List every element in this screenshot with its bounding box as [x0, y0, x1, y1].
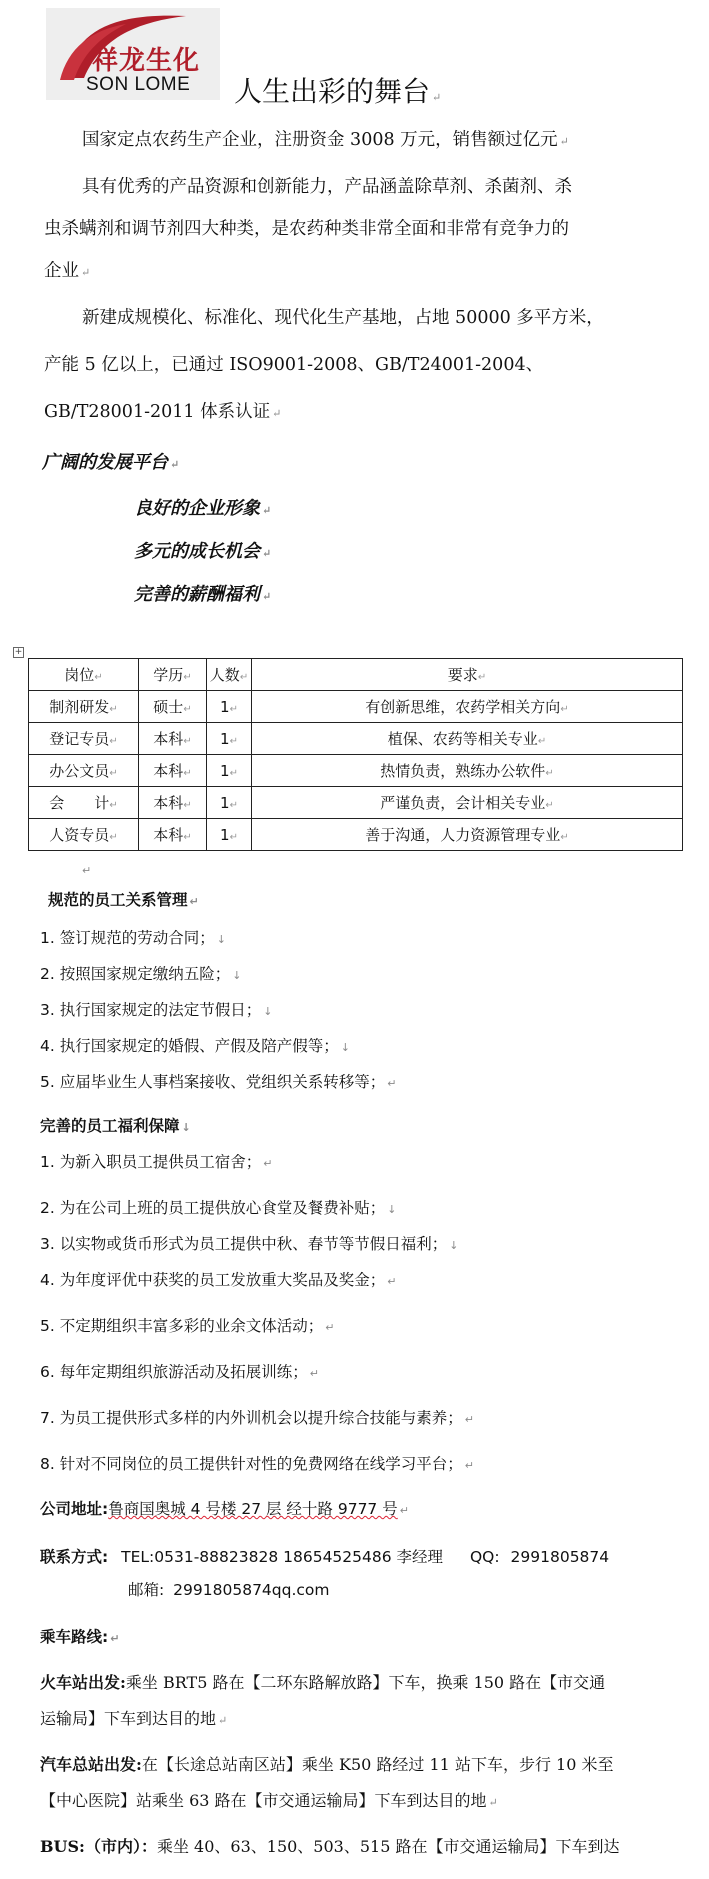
table-row: [29, 787, 683, 819]
table-row: [29, 691, 683, 723]
email-label: 邮箱:: [128, 1581, 165, 1599]
table-cell: 1↵: [207, 819, 252, 851]
list-item: 4. 执行国家规定的婚假、产假及陪产假等； ↓: [40, 1037, 350, 1055]
train-route-line-1: 火车站出发:乘坐 BRT5 路在【二环东路解放路】下车，换乘 150 路在【市交通: [40, 1673, 606, 1692]
table-cell: 严谨负责，会计相关专业↵: [252, 787, 683, 819]
section-title-welfare: 完善的员工福利保障 ↓: [40, 1117, 191, 1135]
intro-paragraph-3-line-1: 新建成规模化、标准化、现代化生产基地，占地 50000 多平方米，: [82, 308, 604, 328]
page-headline: 人生出彩的舞台 ↵: [234, 75, 442, 108]
train-route-line-2: 运输局】下车到达目的地 ↵: [40, 1709, 228, 1728]
list-item: 7. 为员工提供形式多样的内外训机会以提升综合技能与素养； ↵: [40, 1409, 474, 1427]
table-cell: 植保、农药等相关专业↵: [252, 723, 683, 755]
contact-label: 联系方式:: [40, 1548, 109, 1566]
bus-label: 汽车总站出发:: [40, 1755, 142, 1774]
email-line: [128, 1578, 330, 1600]
slogan-main: 广阔的发展平台 ↵: [42, 452, 180, 473]
contact-line: [40, 1545, 609, 1567]
table-cell: 善于沟通，人力资源管理专业↵: [252, 819, 683, 851]
list-item: 3. 以实物或货币形式为员工提供中秋、春节等节假日福利； ↓: [40, 1235, 459, 1253]
slogan-item: 多元的成长机会 ↵: [134, 541, 272, 562]
table-header: 岗位↵: [29, 659, 139, 691]
list-item: 2. 按照国家规定缴纳五险； ↓: [40, 965, 242, 983]
list-item: 1. 为新入职员工提供员工宿舍； ↵: [40, 1153, 273, 1171]
qq-value: 2991805874: [510, 1548, 610, 1566]
list-item: 5. 应届毕业生人事档案接收、党组织关系转移等； ↵: [40, 1073, 397, 1091]
intro-paragraph-3-line-2: 产能 5 亿以上，已通过 ISO9001-2008、GB/T24001-2004、: [44, 355, 544, 375]
table-row: [29, 819, 683, 851]
logo-chinese-text: 祥龙生化: [92, 46, 201, 76]
table-cell: 会 计↵: [29, 787, 139, 819]
table-row: [29, 755, 683, 787]
list-item: 4. 为年度评优中获奖的员工发放重大奖品及奖金； ↵: [40, 1271, 397, 1289]
list-item: 5. 不定期组织丰富多彩的业余文体活动； ↵: [40, 1317, 335, 1335]
train-label: 火车站出发:: [40, 1673, 126, 1692]
table-cell: 本科↵: [139, 787, 207, 819]
list-item: 1. 签订规范的劳动合同； ↓: [40, 929, 226, 947]
intro-paragraph-2-line-1: 具有优秀的产品资源和创新能力，产品涵盖除草剂、杀菌剂、杀: [82, 177, 572, 197]
table-move-handle-icon[interactable]: +: [14, 647, 23, 657]
table-cell: 硕士↵: [139, 691, 207, 723]
job-table: [28, 658, 683, 851]
table-cell: 本科↵: [139, 723, 207, 755]
bus-route-line-2: 【中心医院】站乘坐 63 路在【市交通运输局】下车到达目的地 ↵: [40, 1791, 498, 1810]
list-item: 2. 为在公司上班的员工提供放心食堂及餐费补贴； ↓: [40, 1199, 397, 1217]
slogan-item: 完善的薪酬福利 ↵: [134, 584, 272, 605]
table-header-row: [29, 659, 683, 691]
paragraph-mark-icon: ↵: [82, 864, 92, 877]
list-item: 6. 每年定期组织旅游活动及拓展训练； ↵: [40, 1363, 319, 1381]
intro-paragraph-1: 国家定点农药生产企业，注册资金 3008 万元，销售额过亿元 ↵: [82, 130, 569, 150]
intro-paragraph-2-line-3: 企业 ↵: [44, 261, 91, 281]
table-cell: 热情负责，熟练办公软件↵: [252, 755, 683, 787]
company-address: 公司地址:鲁商国奥城 4 号楼 27 层 经十路 9777 号 ↵: [40, 1500, 409, 1518]
table-cell: 1↵: [207, 691, 252, 723]
table-cell: 登记专员↵: [29, 723, 139, 755]
list-item: 3. 执行国家规定的法定节假日； ↓: [40, 1001, 273, 1019]
table-header: 学历↵: [139, 659, 207, 691]
table-cell: 本科↵: [139, 819, 207, 851]
qq-label: QQ:: [469, 1548, 500, 1566]
email-value[interactable]: 2991805874qq.com: [173, 1581, 330, 1599]
routes-title: 乘车路线: ↵: [40, 1628, 120, 1646]
intro-paragraph-2-line-2: 虫杀螨剂和调节剂四大种类，是农药种类非常全面和非常有竞争力的: [44, 219, 569, 239]
logo-english-text: SON LOME: [86, 74, 191, 95]
list-item: 8. 针对不同岗位的员工提供针对性的免费网络在线学习平台； ↵: [40, 1455, 474, 1473]
table-cell: 有创新思维，农药学相关方向↵: [252, 691, 683, 723]
table-cell: 制剂研发↵: [29, 691, 139, 723]
section-title-relations: 规范的员工关系管理 ↵: [48, 891, 199, 909]
address-label: 公司地址:: [40, 1500, 109, 1518]
company-logo: [46, 8, 220, 100]
table-header: 人数↵: [207, 659, 252, 691]
table-row: [29, 723, 683, 755]
city-bus-route-line: BUS:（市内）：乘坐 40、63、150、503、515 路在【市交通运输局】下车到达: [40, 1837, 620, 1856]
table-cell: 1↵: [207, 787, 252, 819]
table-cell: 本科↵: [139, 755, 207, 787]
address-value: 鲁商国奥城 4 号楼 27 层 经十路 9777 号: [108, 1500, 398, 1518]
bus-route-line-1: 汽车总站出发:在【长途总站南区站】乘坐 K50 路经过 11 站下车，步行 10 米至: [40, 1755, 614, 1774]
city-bus-label: BUS:（市内）：: [40, 1837, 157, 1856]
table-header: 要求↵: [252, 659, 683, 691]
table-cell: 1↵: [207, 755, 252, 787]
slogan-item: 良好的企业形象 ↵: [134, 498, 272, 519]
table-cell: 人资专员↵: [29, 819, 139, 851]
table-cell: 1↵: [207, 723, 252, 755]
intro-paragraph-3-line-3: GB/T28001-2011 体系认证 ↵: [44, 402, 282, 422]
table-cell: 办公文员↵: [29, 755, 139, 787]
contact-tel: TEL:0531-88823828 18654525486 李经理: [121, 1548, 444, 1566]
